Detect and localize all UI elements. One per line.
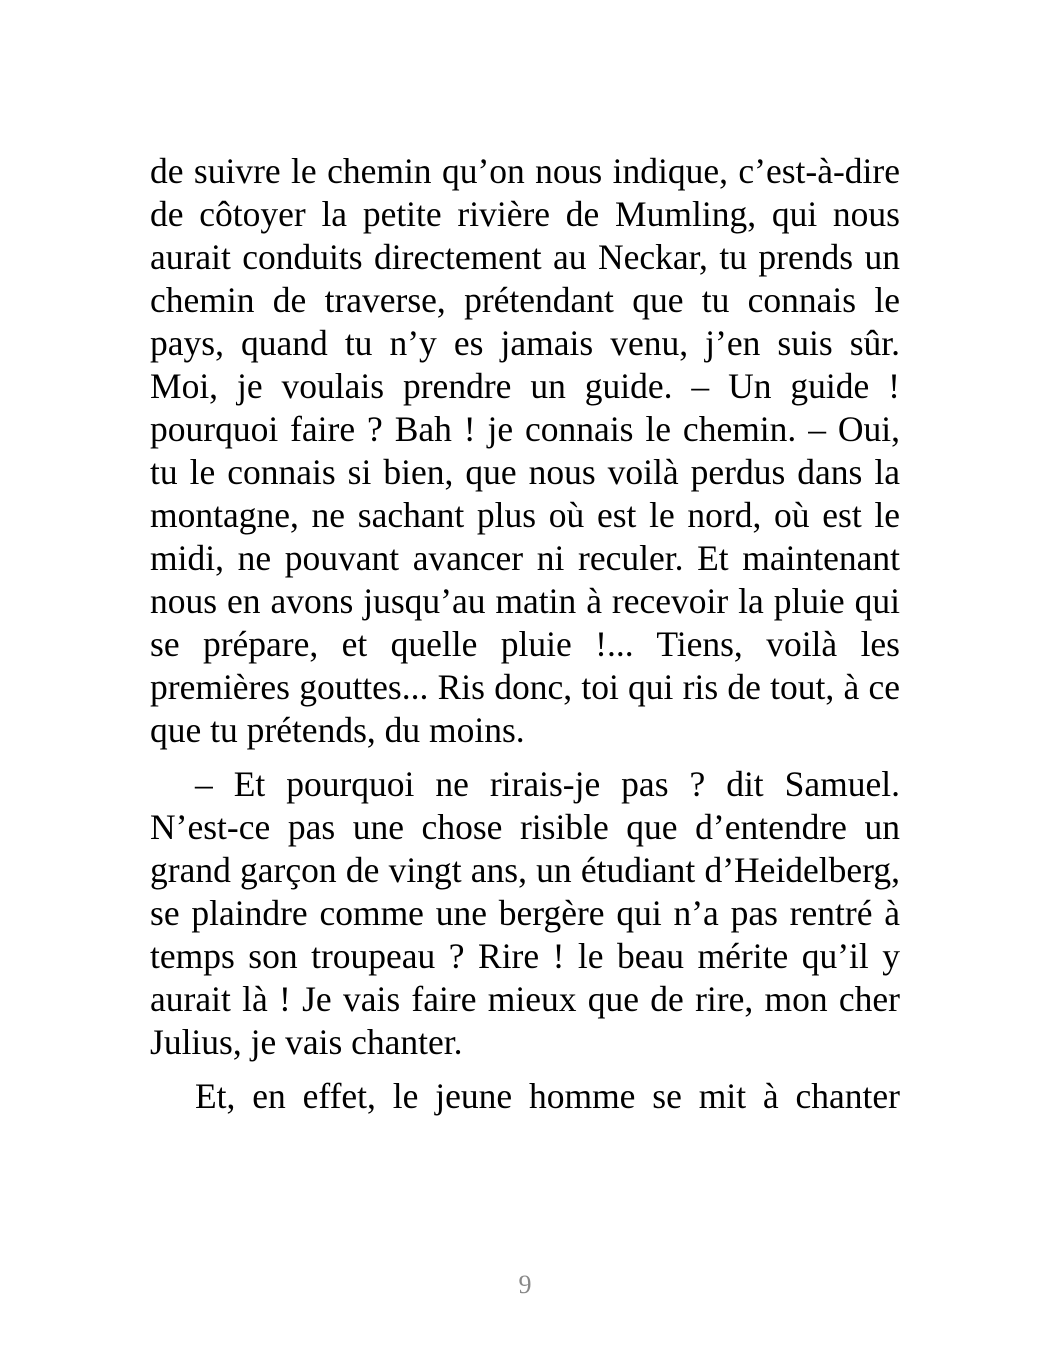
- paragraph-continuation: de suivre le chemin qu’on nous indique, c’est-à-dire de côtoyer la petite rivière de Mumling, qui nous aurait conduits directement au Neckar, tu prends un chemin de traverse, prétendant que tu connais le pays, quand tu n’y es jamais venu, j’en suis sûr. Moi, je voulais prendre un guide. – Un guide ! pourquoi faire ? Bah ! je connais le chemin. – Oui, tu le connais si bien, que nous voilà perdus dans la montagne, ne sachant plus où est le nord, où est le midi, ne pouvant avancer ni reculer. Et maintenant nous en avons jusqu’au matin à recevoir la pluie qui se prépare, et quelle pluie !... Tiens, voilà les premières gouttes... Ris donc, toi qui ris de tout, à ce que tu prétends, du moins.: [150, 151, 900, 750]
- page-number: 9: [518, 1270, 532, 1299]
- body-text: [150, 150, 900, 1118]
- paragraph-chanter: Et, en effet, le jeune homme se mit à chanter: [195, 1076, 900, 1116]
- paragraph-samuel-reply: – Et pourquoi ne rirais-je pas ? dit Samuel. N’est-ce pas une chose risible que d’entendre un grand garçon de vingt ans, un étudiant d’Heidelberg, se plaindre comme une bergère qui n’a pas rentré à temps son troupeau ? Rire ! le beau mérite qu’il y aurait là ! Je vais faire mieux que de rire, mon cher Julius, je vais chanter.: [150, 764, 900, 1062]
